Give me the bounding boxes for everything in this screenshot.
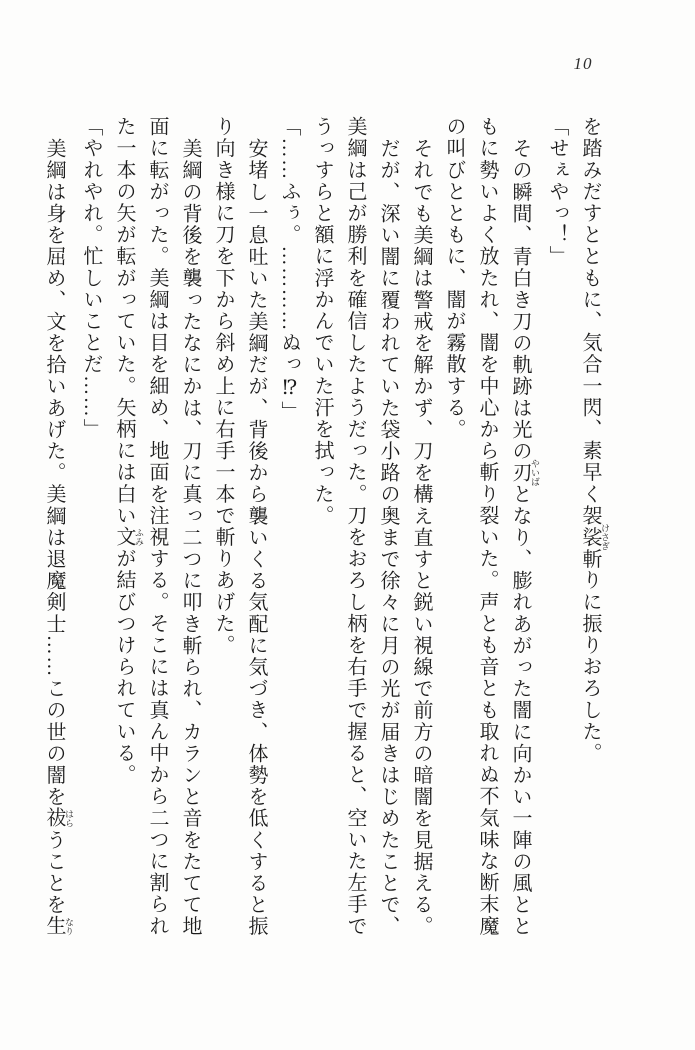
paragraph: 美綱の背後を襲ったなにかは、刀に真っ二つに叩き斬られ、カランと音をたてて地面に転がった。美綱は目を細め、地面を注視する。そこには真ん中から二つに割られた一本の矢が転がっていた。矢柄には白い文 ふみが結びつけられている。 <box>113 116 201 937</box>
paragraph: 美綱は身を屈め、文を拾いあげた。美綱は退魔剣士……この世の闇を祓 はらうことを生 なり <box>43 137 74 937</box>
paragraph: を踏みだすとともに、気合一閃、素早く袈裟斬 けさぎりに振りおろした。 <box>579 116 610 765</box>
ruby-annotated-text: 祓 はら <box>43 807 74 829</box>
vertical-text-block <box>43 116 610 956</box>
page-number: 10 <box>573 54 593 73</box>
paragraph: だが、深い闇に覆われていた袋小路の奥まで徐々に月の光が届きはじめたことで、美綱は己が勝利を確信したようだった。刀をおろし柄を右手で握ると、空いた左手でうっすらと額に浮かんでいた汗を拭った。 <box>311 116 399 937</box>
paragraph: 「……ふぅ。…………ぬっ⁉」 <box>278 116 300 423</box>
ruby-annotated-text: 袈裟斬 けさぎ <box>579 504 610 570</box>
paragraph: それでも美綱は警戒を解かず、刀を構え直すと鋭い視線で前方の暗闇を見据える。 <box>410 137 432 937</box>
ruby-annotated-text: 生 なり <box>43 915 74 937</box>
paragraph: その瞬間、青白き刀の軌跡は光の刃 やいばとなり、膨れあがった闇に向かい一陣の風とともに勢いよく放たれ、闇を中心から斬り裂いた。声とも音とも取れぬ不気味な断末魔の叫びとともに、闇が霧散する。 <box>443 116 540 937</box>
ruby-annotated-text: 文 ふみ <box>113 526 144 549</box>
paragraph: 安堵し一息吐いた美綱だが、背後から襲いくる気配に気づき、体勢を低くすると振り向き様に刀を下から斜め上に右手一本で斬りあげた。 <box>212 116 267 937</box>
paragraph: 「やれやれ。忙しいことだ……」 <box>80 116 102 440</box>
paragraph: 「せぇやっ！」 <box>546 116 568 268</box>
ruby-annotated-text: 刃 やいば <box>509 458 540 486</box>
